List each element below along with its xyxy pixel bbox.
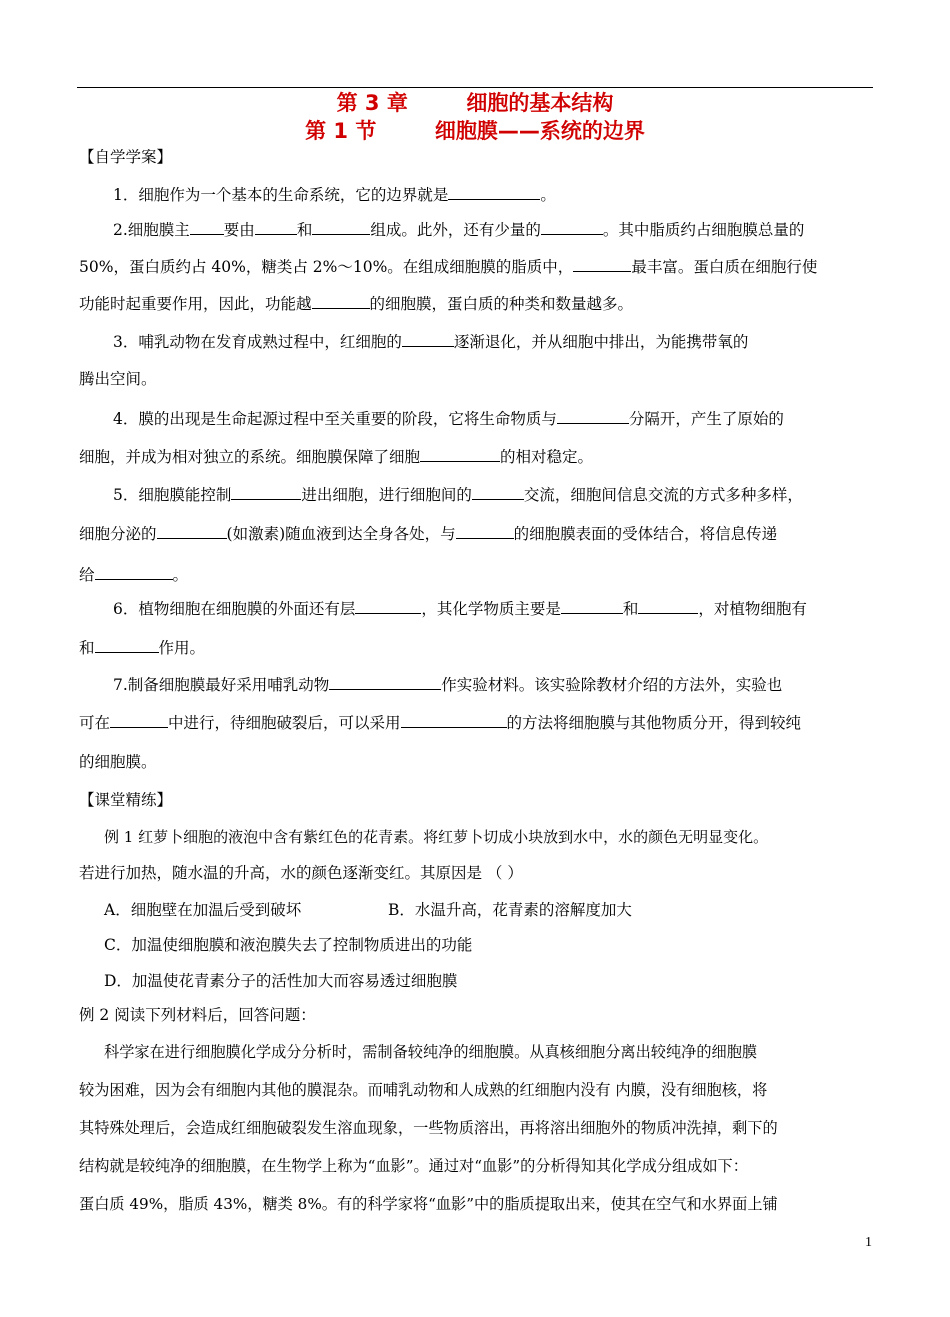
example-2-line-3: 其特殊处理后，会造成红细胞破裂发生溶血现象，一些物质溶出，再将溶出细胞外的物质冲洗掉，剩下的: [79, 1119, 778, 1137]
question-7-line-1: 7.制备细胞膜最好采用哺乳动物 作实验材料。该实验除教材介绍的方法外，实验也: [113, 673, 913, 696]
blank: [472, 483, 524, 500]
question-2-line-2: 50%，蛋白质约占 40%，糖类占 2%～10%。在组成细胞膜的脂质中， 最丰富。蛋白质在细胞行使: [79, 255, 879, 278]
example-1-line-2: 若进行加热，随水温的升高，水的颜色逐渐变红。其原因是 （ ）: [79, 864, 523, 882]
question-5-line-2: 细胞分泌的 (如激素)随血液到达全身各处，与 的细胞膜表面的受体结合，将信息传递: [79, 522, 879, 545]
option-b: B．水温升高，花青素的溶解度加大: [388, 901, 632, 919]
page-number: 1: [865, 1235, 872, 1250]
blank: [355, 597, 421, 614]
blank: [448, 183, 540, 200]
example-2-line-5: 蛋白质 49%，脂质 43%，糖类 8%。有的科学家将“血影”中的脂质提取出来，使其在空气和水界面上铺: [79, 1195, 778, 1213]
blank: [312, 218, 370, 235]
blank: [573, 255, 631, 272]
question-2-line-1: 2.细胞膜主 要由 和 组成。此外，还有少量的 。其中脂质约占细胞膜总量的: [113, 218, 913, 241]
blank: [401, 711, 507, 728]
question-6-line-1: 6．植物细胞在细胞膜的外面还有层 ，其化学物质主要是 和 ，对植物细胞有: [113, 597, 913, 620]
example-2-line-1: 科学家在进行细胞膜化学成分分析时，需制备较纯净的细胞膜。从真核细胞分离出较纯净的细胞膜: [104, 1043, 758, 1061]
question-1: 1．细胞作为一个基本的生命系统，它的边界就是 。: [113, 183, 913, 206]
question-2-line-3: 功能时起重要作用，因此，功能越 的细胞膜，蛋白质的种类和数量越多。: [79, 292, 879, 315]
blank: [312, 292, 370, 309]
option-d: D．加温使花青素分子的活性加大而容易透过细胞膜: [104, 972, 458, 990]
example-1-line-1: 例 1 红萝卜细胞的液泡中含有紫红色的花青素。将红萝卜切成小块放到水中，水的颜色无明显变化。: [104, 828, 769, 846]
example-2-heading: 例 2 阅读下列材料后，回答问题：: [79, 1006, 316, 1024]
question-7-line-3: 的细胞膜。: [79, 753, 157, 771]
section-title: 第 1 节 细胞膜——系统的边界: [305, 119, 645, 143]
blank: [190, 218, 224, 235]
blank: [402, 330, 454, 347]
header-rule: [77, 87, 873, 88]
blank: [561, 597, 623, 614]
question-3-line-2: 腾出空间。: [79, 370, 157, 388]
question-4-line-2: 细胞，并成为相对独立的系统。细胞膜保障了细胞 的相对稳定。: [79, 445, 879, 468]
blank: [110, 711, 168, 728]
blank: [329, 673, 441, 690]
question-5-line-3: 给 。: [79, 563, 879, 586]
example-2-line-2: 较为困难，因为会有细胞内其他的膜混杂。而哺乳动物和人成熟的红细胞内没有 内膜，没有细胞核，将: [79, 1081, 768, 1099]
self-study-heading: 【自学学案】: [79, 148, 173, 166]
blank: [456, 522, 514, 539]
question-7-line-2: 可在 中进行，待细胞破裂后，可以采用 的方法将细胞膜与其他物质分开，得到较纯: [79, 711, 879, 734]
blank: [255, 218, 297, 235]
practice-heading: 【课堂精练】: [79, 791, 173, 809]
blank: [638, 597, 698, 614]
question-3-line-1: 3．哺乳动物在发育成熟过程中，红细胞的 逐渐退化，并从细胞中排出，为能携带氧的: [113, 330, 913, 353]
blank: [95, 636, 159, 653]
blank: [541, 218, 603, 235]
question-6-line-2: 和 作用。: [79, 636, 879, 659]
question-5-line-1: 5．细胞膜能控制 进出细胞，进行细胞间的 交流，细胞间信息交流的方式多种多样，: [113, 483, 913, 506]
option-a: A．细胞壁在加温后受到破坏: [104, 901, 302, 919]
blank: [95, 563, 173, 580]
blank: [420, 445, 500, 462]
question-4-line-1: 4．膜的出现是生命起源过程中至关重要的阶段，它将生命物质与 分隔开，产生了原始的: [113, 407, 913, 430]
blank: [231, 483, 301, 500]
blank: [557, 407, 629, 424]
blank: [157, 522, 227, 539]
chapter-title: 第 3 章 细胞的基本结构: [336, 91, 614, 115]
option-c: C．加温使细胞膜和液泡膜失去了控制物质进出的功能: [104, 936, 473, 954]
example-2-line-4: 结构就是较纯净的细胞膜，在生物学上称为“血影”。通过对“血影”的分析得知其化学成分组成如下：: [79, 1157, 748, 1175]
